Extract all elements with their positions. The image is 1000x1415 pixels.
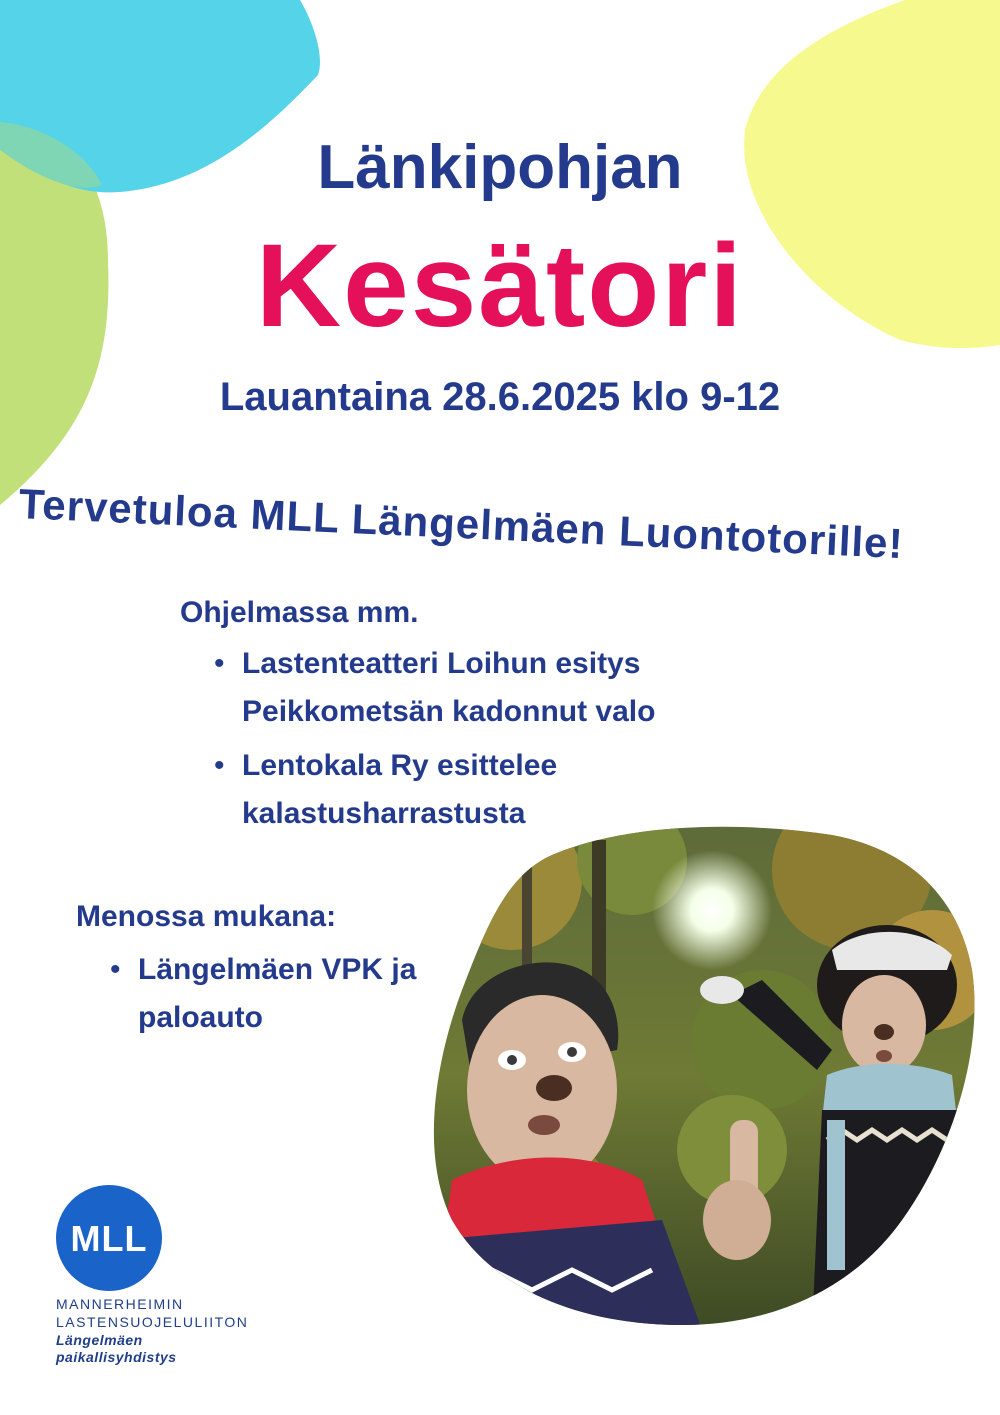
org-name-line-1: MANNERHEIMIN [56,1296,184,1312]
performers-photo [432,820,980,1330]
program-item-1 [214,640,656,736]
mll-logo-mark: MLL [70,1218,148,1259]
program-item-1-line1: Lastenteatteri Loihun esitys [242,647,641,680]
participant-item-1 [110,946,417,1042]
participant-item-1-line2: paloauto [138,1001,263,1034]
bullet-icon: • [110,953,121,986]
program-heading: Ohjelmassa mm. [180,596,419,629]
local-association-line-1: Längelmäen [56,1332,143,1348]
participant-item-1-line1: Längelmäen VPK ja [138,953,417,986]
title-line-1: Länkipohjan [317,133,683,202]
program-item-1-line2: Peikkometsän kadonnut valo [242,695,656,728]
bullet-icon: • [214,749,225,782]
program-item-2-line2: kalastusharrastusta [242,797,526,830]
title-line-2: Kesätori [255,220,745,352]
bullet-icon: • [214,647,225,680]
date-line: Lauantaina 28.6.2025 klo 9-12 [219,375,781,419]
org-name-line-2: LASTENSUOJELULIITON [56,1314,249,1330]
local-association-line-2: paikallisyhdistys [56,1349,177,1365]
program-item-2-line1: Lentokala Ry esittelee [242,749,558,782]
welcome-text: Tervetuloa MLL Längelmäen Luontotorille! [17,480,905,568]
participants-heading: Menossa mukana: [76,900,337,933]
